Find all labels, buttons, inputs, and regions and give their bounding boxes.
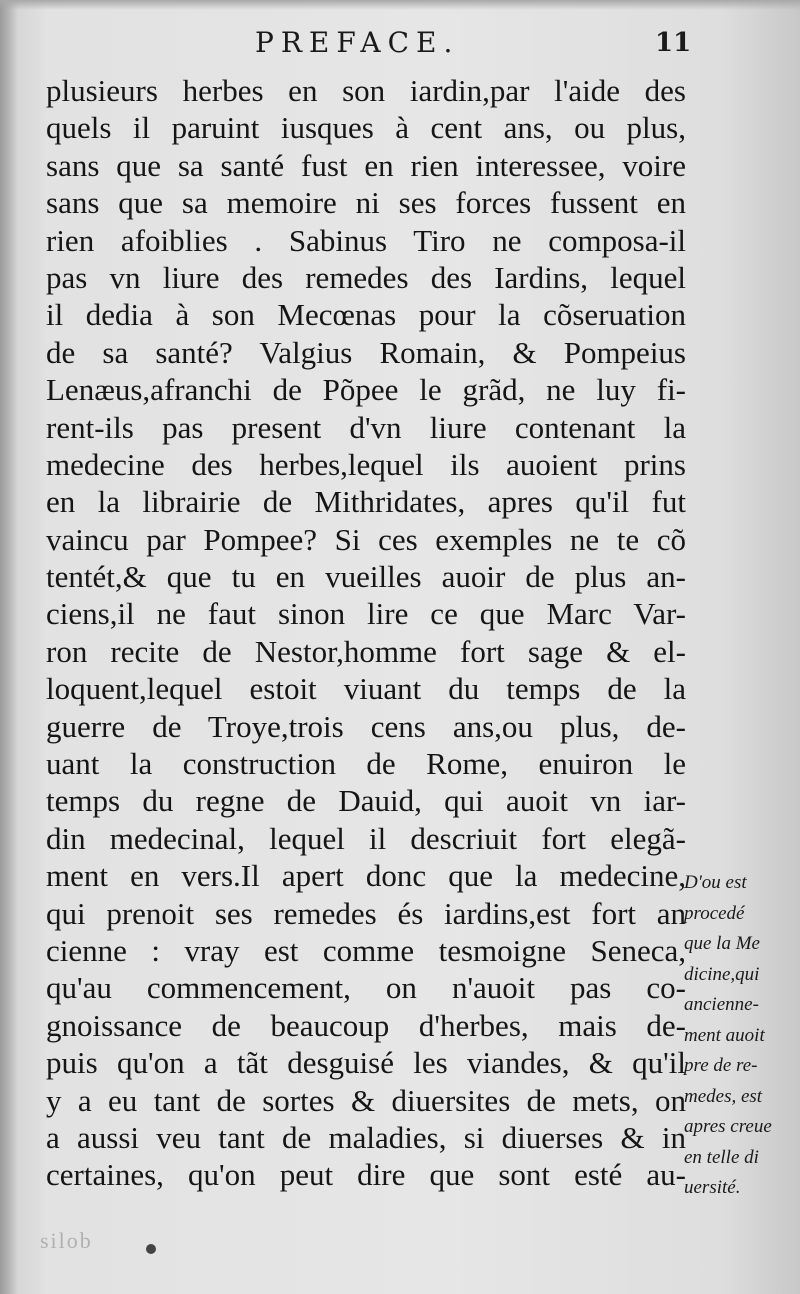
text-line: a aussi veu tant de maladies, si diuerses & in: [46, 1119, 686, 1155]
margin-note-line: que la Me: [684, 933, 760, 954]
gutter-shadow: [0, 0, 18, 1294]
margin-note-line: medes, est: [684, 1085, 763, 1107]
margin-note-line: D'ou est: [684, 872, 747, 893]
text-line: Lenæus,afranchi de Põpee le grãd, ne luy fi-: [46, 372, 686, 408]
text-line: din medecinal, lequel il descriuit fort elegã-: [46, 820, 686, 856]
ink-spot: [146, 1244, 156, 1254]
margin-note-line: pre de re-: [684, 1055, 758, 1076]
top-edge-shadow: [0, 0, 800, 10]
text-line: de sa santé? Valgius Romain, & Pompeius: [46, 334, 686, 370]
text-line: cienne : vray est comme tesmoigne Seneca,: [46, 932, 686, 968]
text-line: puis qu'on a tãt desguisé les viandes, & qu'il: [46, 1045, 686, 1081]
page-header: [0, 26, 800, 66]
margin-note-line: ancienne-: [684, 994, 759, 1015]
text-line: y a eu tant de sortes & diuersites de mets, on: [46, 1082, 686, 1118]
body-text: [46, 72, 686, 1194]
text-line: sans que sa santé fust en rien interessee, voire: [46, 147, 686, 183]
margin-note-line: uersité.: [684, 1177, 741, 1198]
text-line: guerre de Troye,trois cens ans,ou plus, de-: [46, 708, 686, 744]
page-number: 11: [655, 28, 692, 58]
margin-note: [684, 868, 796, 1204]
text-line: ment en vers.Il apert donc que la medecine,: [46, 858, 686, 894]
text-line: uant la construction de Rome, enuiron le: [46, 746, 686, 782]
margin-note-line: procedé: [684, 902, 745, 924]
margin-note-line: dicine,qui: [684, 963, 760, 985]
text-line: en la librairie de Mithridates, apres qu'il fut: [46, 484, 686, 520]
text-line: quels il paruint iusques à cent ans, ou plus,: [46, 110, 686, 146]
margin-note-line: apres creue: [684, 1116, 772, 1137]
text-line: loquent,lequel estoit viuant du temps de la: [46, 671, 686, 707]
text-line: gnoissance de beaucoup d'herbes, mais de-: [46, 1007, 686, 1043]
text-line: ron recite de Nestor,homme fort sage & el-: [46, 633, 686, 669]
text-line: pas vn liure des remedes des Iardins, lequel: [46, 259, 686, 295]
text-line: ciens,il ne faut sinon lire ce que Marc Var-: [46, 596, 686, 632]
text-line: temps du regne de Dauid, qui auoit vn iar-: [46, 783, 686, 819]
text-line: vaincu par Pompee? Si ces exemples ne te cõ: [46, 521, 686, 557]
text-line: rien afoiblies . Sabinus Tiro ne composa-il: [46, 222, 686, 258]
text-line: certaines, qu'on peut dire que sont esté au-: [46, 1157, 686, 1193]
text-line: qui prenoit ses remedes és iardins,est fort an: [46, 895, 686, 931]
text-line: plusieurs herbes en son iardin,par l'aide des: [46, 73, 686, 108]
text-line: rent-ils pas present d'vn liure contenant la: [46, 409, 686, 445]
text-line: sans que sa memoire ni ses forces fussent en: [46, 185, 686, 221]
running-head: PREFACE.: [255, 26, 460, 59]
text-line: il dedia à son Mecœnas pour la cõseruation: [46, 297, 686, 333]
bleed-through-text: silob: [40, 1228, 93, 1253]
text-line: qu'au commencement, on n'auoit pas co-: [46, 970, 686, 1006]
margin-note-line: en telle di: [684, 1146, 759, 1168]
margin-note-line: ment auoit: [684, 1024, 765, 1046]
text-line: tentét,& que tu en vueilles auoir de plus an-: [46, 559, 686, 595]
text-line: medecine des herbes,lequel ils auoient prins: [46, 446, 686, 482]
